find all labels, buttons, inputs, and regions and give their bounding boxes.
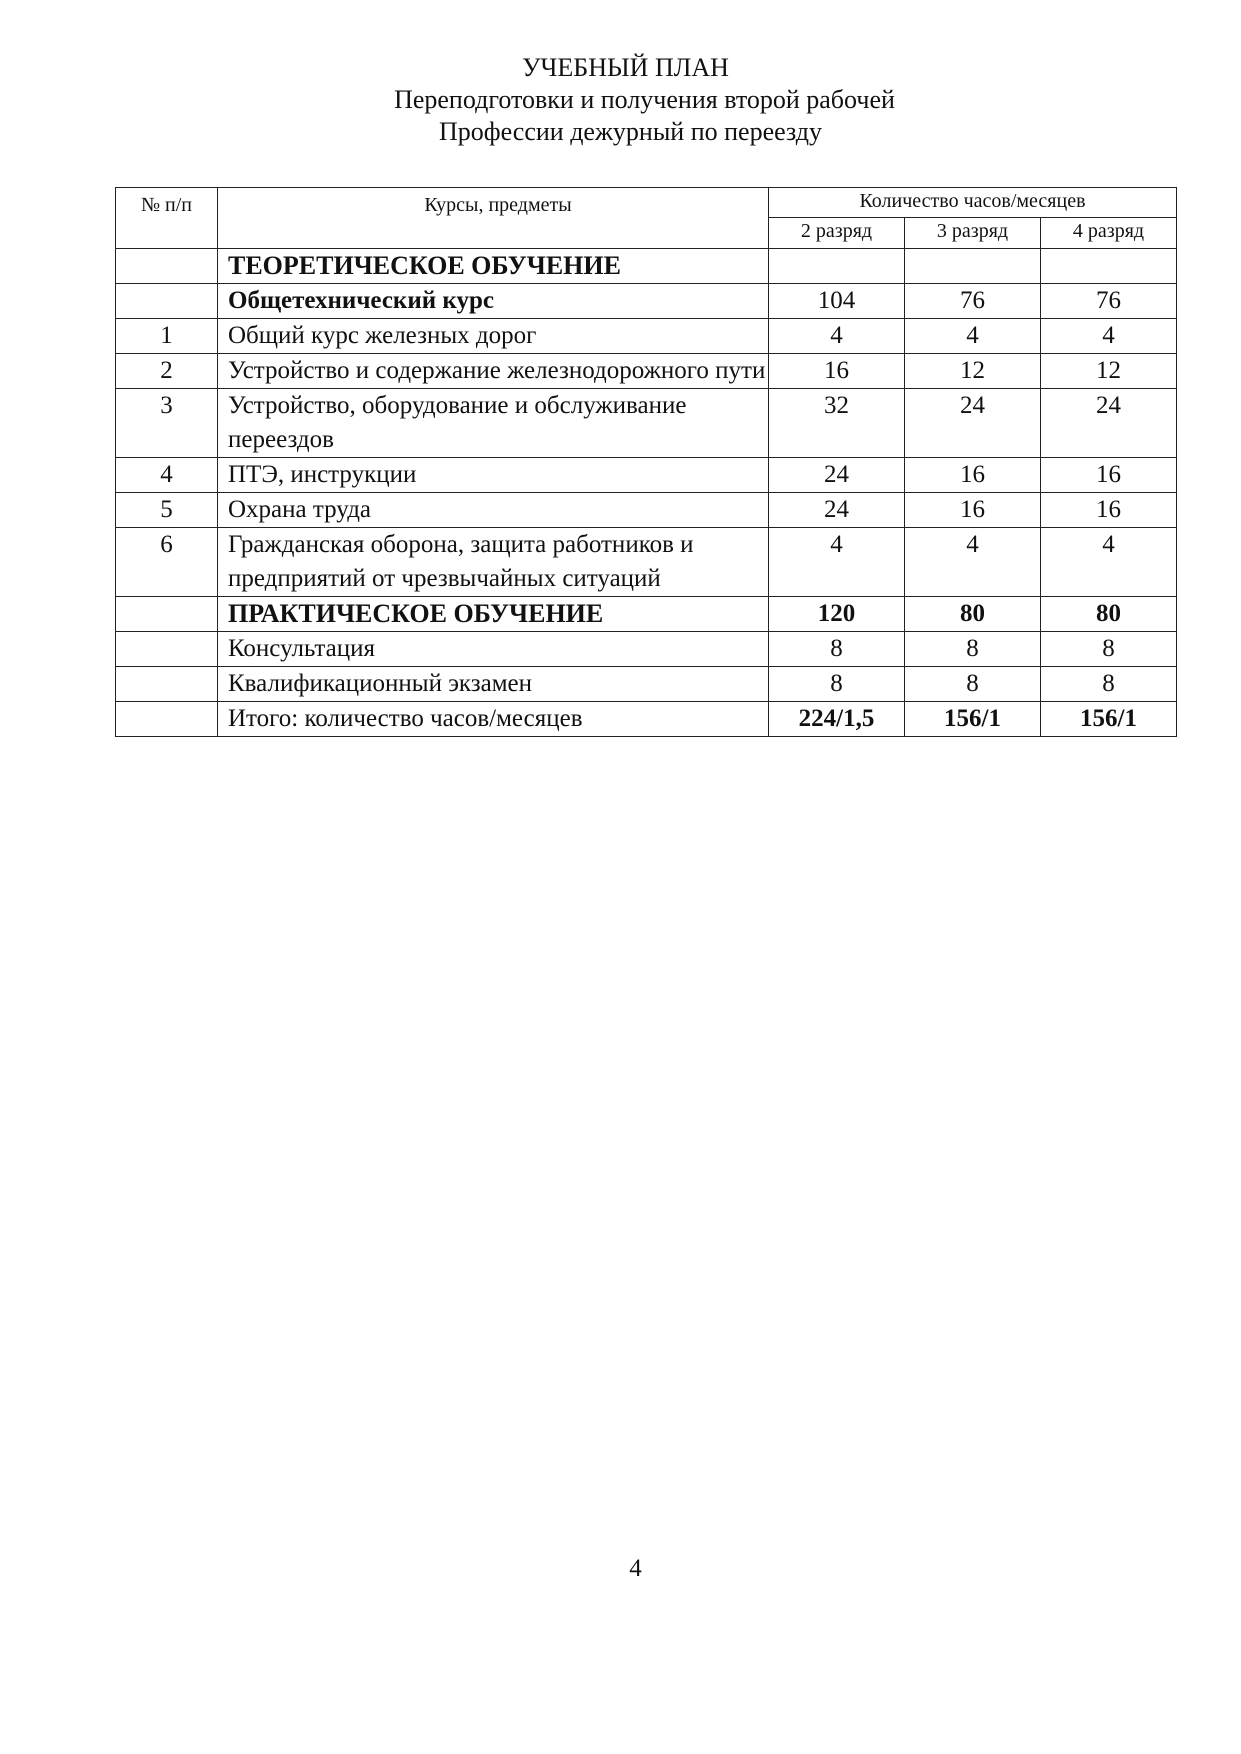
row-number [116,249,218,284]
row-value-grade-4: 8 [1041,632,1177,667]
row-name: Устройство и содержание железнодорожного пути [218,354,769,389]
row-value-grade-2: 8 [769,632,905,667]
table-row [116,702,1177,737]
row-number [116,284,218,319]
row-value-grade-2: 32 [769,389,905,458]
row-value-grade-4: 4 [1041,319,1177,354]
header-grade-2: 2 разряд [769,217,905,248]
header-row [116,188,1177,218]
row-name: ТЕОРЕТИЧЕСКОЕ ОБУЧЕНИЕ [218,249,769,284]
table-row [116,389,1177,458]
row-name: ПРАКТИЧЕСКОЕ ОБУЧЕНИЕ [218,597,769,632]
row-name: Консультация [218,632,769,667]
table-row [116,493,1177,528]
row-name: Итого: количество часов/месяцев [218,702,769,737]
row-value-grade-4: 80 [1041,597,1177,632]
row-number: 4 [116,458,218,493]
row-number: 5 [116,493,218,528]
row-number: 6 [116,528,218,597]
table-row [116,319,1177,354]
table-row [116,632,1177,667]
row-value-grade-4: 156/1 [1041,702,1177,737]
row-value-grade-3: 16 [905,493,1041,528]
header-courses: Курсы, предметы [218,188,769,249]
curriculum-table [115,187,1177,737]
row-name: Гражданская оборона, защита работников и предприятий от чрезвычайных ситуаций [218,528,769,597]
row-name: Квалификационный экзамен [218,667,769,702]
row-value-grade-4: 16 [1041,493,1177,528]
row-value-grade-3: 4 [905,319,1041,354]
row-value-grade-2: 24 [769,493,905,528]
row-number: 2 [116,354,218,389]
row-value-grade-2: 8 [769,667,905,702]
header-number: № п/п [116,188,218,249]
row-value-grade-2: 120 [769,597,905,632]
row-value-grade-3: 4 [905,528,1041,597]
row-number [116,597,218,632]
row-value-grade-3: 8 [905,667,1041,702]
title-line-3: Профессии дежурный по переезду [438,117,823,146]
title-line-2: Переподготовки и получения второй рабочей [394,85,895,114]
row-value-grade-3: 76 [905,284,1041,319]
row-number [116,702,218,737]
row-value-grade-3 [905,249,1041,284]
row-value-grade-4: 8 [1041,667,1177,702]
row-name: ПТЭ, инструкции [218,458,769,493]
row-value-grade-2 [769,249,905,284]
row-value-grade-4: 76 [1041,284,1177,319]
row-value-grade-4: 4 [1041,528,1177,597]
title-line-1: УЧЕБНЫЙ ПЛАН [522,53,729,82]
row-name: Общетехнический курс [218,284,769,319]
row-name: Устройство, оборудование и обслуживание переездов [218,389,769,458]
row-value-grade-4: 16 [1041,458,1177,493]
row-number [116,632,218,667]
row-number [116,667,218,702]
row-number: 3 [116,389,218,458]
table-row [116,354,1177,389]
table-row [116,284,1177,319]
row-value-grade-4: 24 [1041,389,1177,458]
row-name: Охрана труда [218,493,769,528]
row-value-grade-2: 104 [769,284,905,319]
row-number: 1 [116,319,218,354]
row-value-grade-4: 12 [1041,354,1177,389]
row-value-grade-3: 8 [905,632,1041,667]
table-row [116,249,1177,284]
header-grade-3: 3 разряд [905,217,1041,248]
table-row [116,528,1177,597]
row-value-grade-3: 16 [905,458,1041,493]
row-value-grade-2: 4 [769,528,905,597]
document-title [0,52,1241,148]
row-value-grade-2: 4 [769,319,905,354]
row-value-grade-2: 16 [769,354,905,389]
row-value-grade-3: 156/1 [905,702,1041,737]
page-number: 4 [629,1555,642,1582]
row-name: Общий курс железных дорог [218,319,769,354]
row-value-grade-3: 24 [905,389,1041,458]
row-value-grade-3: 80 [905,597,1041,632]
table-row [116,667,1177,702]
row-value-grade-4 [1041,249,1177,284]
table-body [116,249,1177,737]
row-value-grade-2: 24 [769,458,905,493]
header-quantity: Количество часов/месяцев [769,188,1177,218]
table-row [116,458,1177,493]
table-row [116,597,1177,632]
header-grade-4: 4 разряд [1041,217,1177,248]
row-value-grade-3: 12 [905,354,1041,389]
row-value-grade-2: 224/1,5 [769,702,905,737]
